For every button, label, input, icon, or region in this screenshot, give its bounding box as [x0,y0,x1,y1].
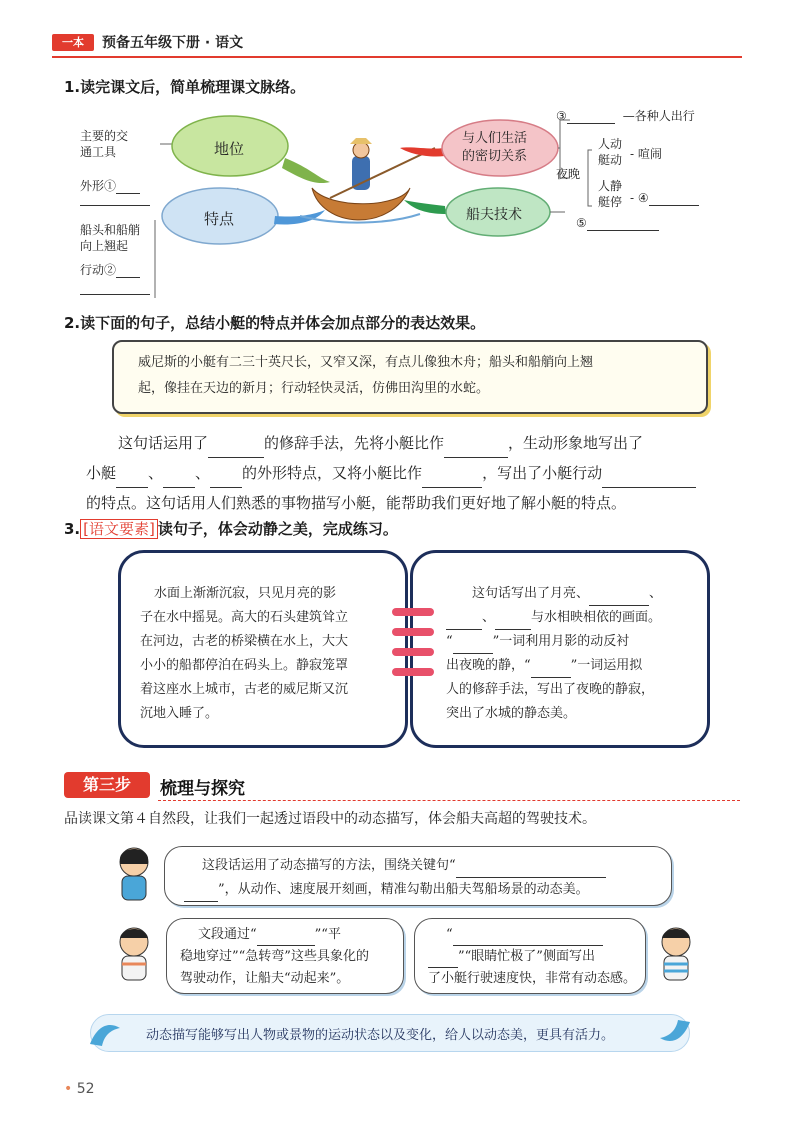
b2-line-2: 稳地穿过”“急转弯”这些具象化的 [180,949,369,964]
b2-line-3: 驾驶动作，让船夫“动起来”。 [180,971,350,986]
q2-line-2-b: 、 [148,464,164,482]
question-1-title: 1.读完课文后，简单梳理课文脉络。 [64,78,306,96]
quote-text [138,350,698,402]
shape-example-line-1: 船头和船艄 [80,223,141,237]
b3-line-1-a: “ [446,927,453,942]
blank-r3[interactable] [453,640,493,654]
blank-action[interactable] [602,474,696,488]
cloud-feature: 特点 [204,210,235,228]
b3-line-2-a: ”“眼睛忙极了”侧面写出 [458,949,595,964]
cloud-relation [462,130,527,166]
q2-line-1 [118,428,643,458]
header-divider [52,56,742,58]
left-line-5: 着这座水上城市，古老的威尼斯又沉 [140,682,349,697]
blank-r2-1[interactable] [446,616,482,630]
wave-icon [654,1014,694,1052]
left-line-4: 小小的船都停泊在码头上。静寂笼罩 [140,658,349,673]
r-line-2 [446,606,698,630]
r-line-1-b: 、 [649,586,663,601]
r-line-1 [446,582,698,606]
q2-line-3: 的特点。这句话用人们熟悉的事物描写小艇，能帮助我们更好地了解小艇的特点。 [86,494,627,512]
r-line-4-b: ”一词运用拟 [570,658,643,673]
right-exercise [446,582,698,726]
ring-2 [392,628,434,636]
blank-keysentence-2[interactable] [184,888,218,902]
left-note [80,128,128,160]
kid-boy-icon [652,924,700,984]
people-move-1: 人动 [598,137,623,151]
r-line-2-b: 与水相映相依的画面。 [531,610,662,625]
bubble-3-text [428,924,640,990]
people-still-2: 艇停 [598,195,623,209]
blank-shape-2[interactable] [163,474,195,488]
r-line-4 [446,654,698,678]
blank-4-label: ④ [637,191,649,205]
blank-4-row: - ④ [630,190,699,206]
left-line-1: 水面上渐渐沉寂，只见月亮的影 [154,586,337,601]
blank-b2[interactable] [257,932,315,946]
shape-example-line-2: 向上翘起 [80,239,129,253]
people-move-2: 艇动 [598,153,623,167]
b2-line-1 [180,924,396,946]
b1-line-1 [184,854,664,878]
action-blank[interactable] [80,294,150,295]
b3-line-1 [428,924,640,946]
q2-line-2-a: 小艇 [86,464,117,482]
ring-3 [392,648,434,656]
q3-tag: [语文要素] [80,519,158,539]
r-line-1-a: 这句话写出了月亮、 [472,586,590,601]
action-label [80,262,140,278]
left-line-6: 沉地入睡了。 [140,706,219,721]
relation-line-1: 与人们生活 [462,131,528,146]
question-3-title [64,518,398,539]
r-line-3-a: “ [446,634,453,649]
noisy-label: - 喧闹 [630,147,662,161]
q2-line-1-b: 的修辞手法，先将小艇比作 [264,434,445,452]
shape-label [80,178,140,194]
q2-line-1-a: 这句话运用了 [118,434,209,452]
left-line-2: 子在水中摇晃。高大的石头建筑耸立 [140,610,349,625]
r-line-6: 突出了水城的静态美。 [446,706,577,721]
blank-5[interactable] [587,217,659,231]
blank-r2-2[interactable] [495,616,531,630]
page-number-value: 52 [76,1081,95,1097]
blank-5-label: ⑤ [576,216,587,230]
q2-line-2-d: 的外形特点，又将小艇比作 [242,464,423,482]
left-note-line-1: 主要的交 [80,129,129,143]
b1-line-2 [184,878,664,902]
blank-3-row [556,108,695,124]
people-still-1: 人静 [598,179,623,193]
people-move [598,136,622,168]
kid-boy-right-avatar [652,924,700,984]
kid-boy-left-avatar [110,924,158,984]
b1-line-2-a: ”，从动作、速度展开刻画，精准勾勒出船夫驾船场景的动态美。 [218,882,589,897]
question-2-title: 2.读下面的句子，总结小艇的特点并体会加点部分的表达效果。 [64,314,486,332]
ring-4 [392,668,434,676]
quote-line-1: 威尼斯的小艇有二三十英尺长，又窄又深，有点儿像独木舟；船头和船艄向上翘 [138,355,594,370]
cloud-skill: 船夫技术 [466,207,522,223]
q2-line-2-e: ，写出了小艇行动 [482,464,603,482]
q2-line-2 [86,458,696,488]
page-number: • 52 [64,1081,95,1097]
bubble-2-text [180,924,396,990]
b3-line-3: 了小艇行驶速度快，非常有动态感。 [428,971,637,986]
kid-girl-icon [110,844,158,904]
wave-icon [86,1014,126,1052]
b2-line-1-a: 文段通过“ [198,927,257,942]
blank-shape-1[interactable] [116,474,148,488]
shape-label-text: 外形① [80,179,117,193]
blank-shape-3[interactable] [210,474,242,488]
blank-3-text: —各种人出行 [622,109,695,123]
action-label-text: 行动② [80,263,117,277]
b3-line-2 [428,946,640,968]
left-passage [140,582,396,726]
r-line-2-a: 、 [482,610,496,625]
noisy-text: 喧闹 [637,147,662,161]
kid-boy-icon [110,924,158,984]
blank-3[interactable] [567,110,615,124]
blank-4[interactable] [649,192,699,206]
quote-line-2: 起，像挂在天边的新月；行动轻快灵活，仿佛田沟里的水蛇。 [138,381,490,396]
night-label: 夜晚 [556,167,581,181]
blank-keysentence-1[interactable] [456,864,606,878]
book-rings [392,604,434,700]
blank-rhetoric[interactable] [208,444,264,458]
r-line-4-a: 出夜晚的静，“ [446,658,531,673]
left-line-3: 在河边，古老的桥梁横在水上，大大 [140,634,349,649]
q3-num: 3. [64,520,81,538]
r-line-3-b: ”一词利用月影的动反衬 [492,634,630,649]
q2-line-1-c: ，生动形象地写出了 [508,434,644,452]
blank-r4[interactable] [531,664,571,678]
r-line-3 [446,630,698,654]
blank-compare-2[interactable] [422,474,482,488]
step3-title: 梳理与探究 [160,779,245,799]
q2-line-2-c: 、 [195,464,211,482]
b2-line-1-b: ”“平 [314,927,341,942]
r-line-5: 人的修辞手法，写出了夜晚的静寂， [446,682,655,697]
book-title: 预备五年级下册 · 语文 [102,35,244,51]
step3-badge: 第三步 [64,772,150,798]
blank-compare-1[interactable] [444,444,508,458]
relation-line-2: 的密切关系 [462,149,528,164]
shape-blank[interactable] [80,205,150,206]
bubble-1-text [184,854,664,902]
step3-divider [158,800,740,801]
q3-title-text: 读句子，体会动静之美，完成练习。 [157,520,398,538]
blank-r1[interactable] [589,592,649,606]
left-note-line-2: 通工具 [80,145,117,159]
cloud-position: 地位 [214,140,245,158]
blank-5-row [576,215,659,231]
people-still [598,178,622,210]
tip-text: 动态描写能够写出人物或景物的运动状态以及变化，给人以动态美，更具有活力。 [146,1028,615,1043]
blank-b3-2[interactable] [428,954,458,968]
b1-line-1-a: 这段话运用了动态描写的方法，围绕关键句“ [202,858,456,873]
shape-example [80,222,140,254]
blank-3-label: ③ [556,109,567,123]
kid-girl-avatar [110,844,158,904]
blank-b3-1[interactable] [453,932,603,946]
brand-badge: 一本 [52,34,94,51]
step3-intro: 品读课文第４自然段，让我们一起透过语段中的动态描写，体会船夫高超的驾驶技术。 [64,811,596,827]
ring-1 [392,608,434,616]
